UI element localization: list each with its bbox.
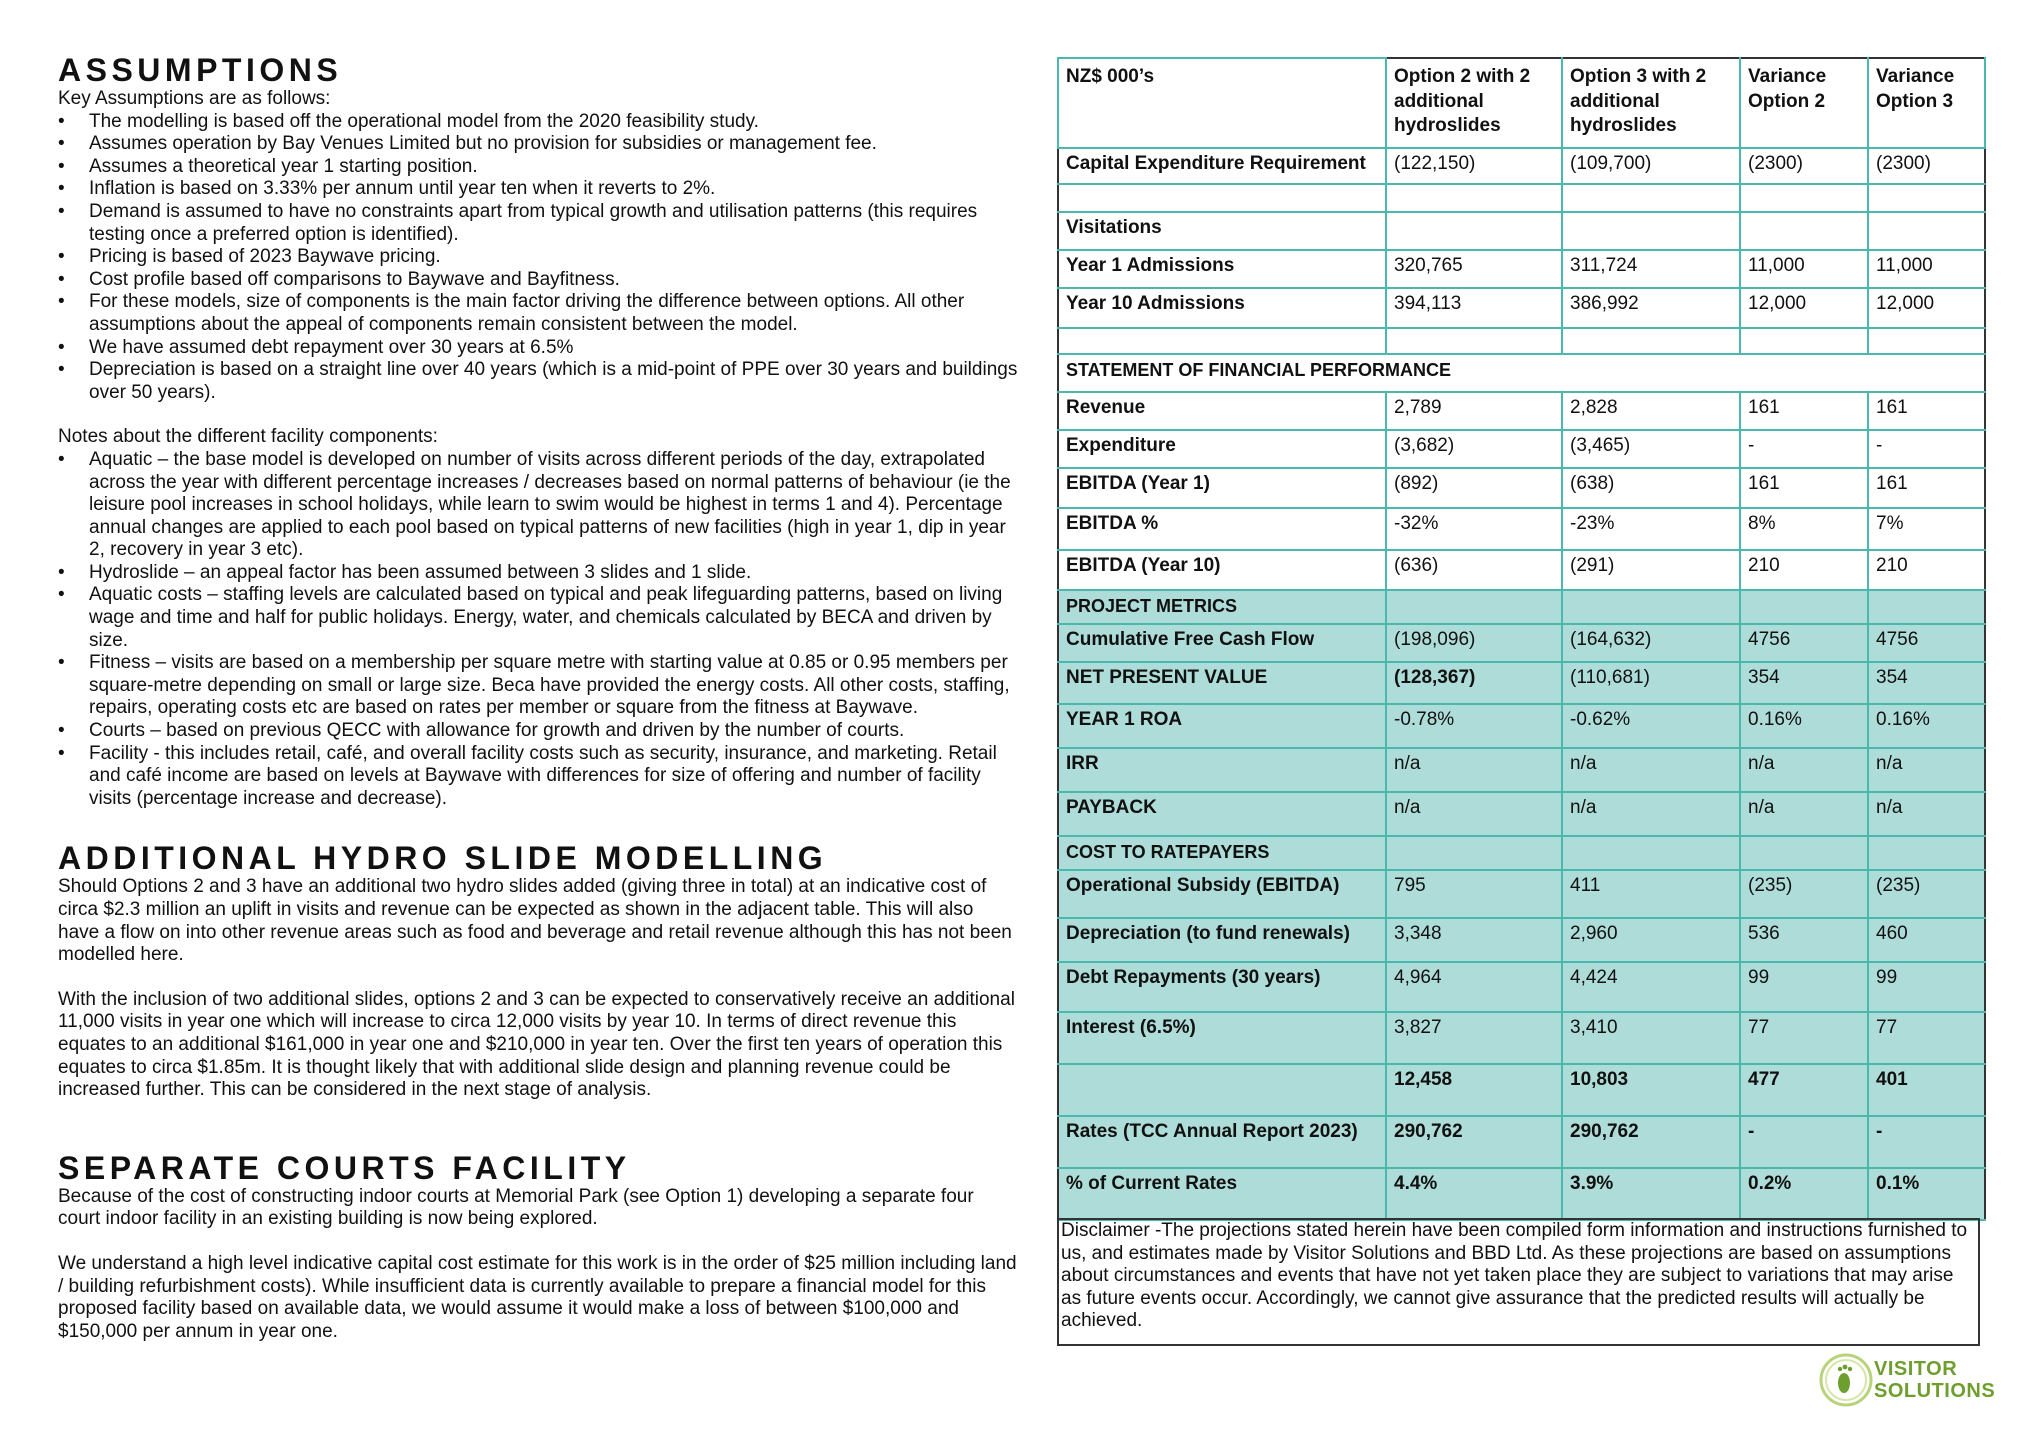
table-cell: n/a <box>1868 792 1985 836</box>
table-row <box>1058 704 1985 748</box>
table-row-empty <box>1058 328 1985 354</box>
table-row <box>1058 148 1985 184</box>
table-cell: 477 <box>1740 1064 1868 1116</box>
table-header-cell: Option 3 with 2 additional hydroslides <box>1562 58 1740 148</box>
table-cell: Year 1 Admissions <box>1058 250 1386 288</box>
table-header-cell: Option 2 with 2 additional hydroslides <box>1386 58 1562 148</box>
list-item: • For these models, size of components is the main factor driving the difference between options. All other assumptions about the appeal of components remain consistent between the model. <box>58 291 1018 336</box>
notes-intro: Notes about the different facility components: <box>58 426 438 448</box>
table-cell <box>1868 590 1985 624</box>
hydro-heading: ADDITIONAL HYDRO SLIDE MODELLING <box>58 840 828 877</box>
table-cell <box>1562 590 1740 624</box>
table-section-row <box>1058 836 1985 870</box>
table-cell: (198,096) <box>1386 624 1562 662</box>
logo-line-2: SOLUTIONS <box>1874 1380 1996 1402</box>
table-cell: 0.16% <box>1740 704 1868 748</box>
assumptions-heading: ASSUMPTIONS <box>58 52 343 88</box>
table-row <box>1058 1012 1985 1064</box>
table-cell: (638) <box>1562 468 1740 508</box>
table-cell: (164,632) <box>1562 624 1740 662</box>
table-cell: 320,765 <box>1386 250 1562 288</box>
table-cell: 3,410 <box>1562 1012 1740 1064</box>
list-item: • Assumes operation by Bay Venues Limited but no provision for subsidies or management fee. <box>58 133 1018 156</box>
table-cell: n/a <box>1562 792 1740 836</box>
table-cell: 4756 <box>1868 624 1985 662</box>
table-section-row <box>1058 590 1985 624</box>
table-header-cell: NZ$ 000’s <box>1058 58 1386 148</box>
table-row <box>1058 918 1985 962</box>
table-cell: Depreciation (to fund renewals) <box>1058 918 1386 962</box>
table-cell: 2,789 <box>1386 392 1562 430</box>
courts-heading: SEPARATE COURTS FACILITY <box>58 1149 631 1186</box>
table-cell <box>1386 212 1562 250</box>
table-row <box>1058 212 1985 250</box>
list-item: • We have assumed debt repayment over 30 years at 6.5% <box>58 337 1018 360</box>
table-cell: 12,000 <box>1868 288 1985 328</box>
table-row <box>1058 1168 1985 1220</box>
table-cell: (128,367) <box>1386 662 1562 704</box>
table-cell: 354 <box>1868 662 1985 704</box>
table-cell: (892) <box>1386 468 1562 508</box>
table-cell <box>1058 328 1386 354</box>
table-row <box>1058 624 1985 662</box>
table-cell: (235) <box>1868 870 1985 918</box>
section-heading: PROJECT METRICS <box>1058 590 1386 624</box>
hydro-paragraph-2: With the inclusion of two additional slides, options 2 and 3 can be expected to conservatively receive an additional 11,000 visits in year one which will increase to circa 12,000 visits by year 10. In terms of direct revenue this equates to an additional $161,000 in year one and $210,000 in year ten. Over the first ten years of operation this equates to circa $1.85m. It is thought likely that with additional slide design and planning revenue could be increased further. This can be considered in the next stage of analysis. <box>58 988 1015 1101</box>
table-cell: 795 <box>1386 870 1562 918</box>
table-cell: - <box>1740 430 1868 468</box>
table-cell: Capital Expenditure Requirement <box>1058 148 1386 184</box>
table-cell: - <box>1868 1116 1985 1168</box>
table-cell: Cumulative Free Cash Flow <box>1058 624 1386 662</box>
table-cell <box>1868 836 1985 870</box>
table-cell <box>1386 184 1562 212</box>
table-cell: n/a <box>1740 792 1868 836</box>
table-cell: 210 <box>1868 550 1985 590</box>
table-header-cell: Variance Option 3 <box>1868 58 1985 148</box>
table-cell: 12,458 <box>1386 1064 1562 1116</box>
table-cell: PAYBACK <box>1058 792 1386 836</box>
table-cell: Visitations <box>1058 212 1386 250</box>
courts-paragraph-2: We understand a high level indicative capital cost estimate for this work is in the order of $25 million including land / building refurbishment costs). While insufficient data is currently available to prepare a financial model for this proposed facility based on available data, we would assume it would make a loss of between $100,000 and $150,000 per annum in year one. <box>58 1252 1017 1342</box>
table-cell: 210 <box>1740 550 1868 590</box>
table-cell: Debt Repayments (30 years) <box>1058 962 1386 1012</box>
table-cell: 460 <box>1868 918 1985 962</box>
table-cell <box>1740 328 1868 354</box>
table-cell: EBITDA (Year 1) <box>1058 468 1386 508</box>
table-cell <box>1562 212 1740 250</box>
table-row-empty <box>1058 184 1985 212</box>
table-cell: 161 <box>1868 392 1985 430</box>
list-item: • Aquatic – the base model is developed on number of visits across different periods of the day, extrapolated across the year with different percentage increases / decreases based on normal patterns of behaviour (ie the leisure pool increases in school holidays, while learn to swim would be highest in terms 1 and 4). Percentage annual changes are applied to each pool based on typical patterns of new facilities (high in year 1, dip in year 2, recovery in year 3 etc). <box>58 449 1018 562</box>
table-cell: -23% <box>1562 508 1740 550</box>
table-header-cell: Variance Option 2 <box>1740 58 1868 148</box>
table-cell <box>1562 836 1740 870</box>
table-cell: 0.1% <box>1868 1168 1985 1220</box>
list-item: • Courts – based on previous QECC with allowance for growth and driven by the number of courts. <box>58 720 1018 743</box>
table-cell: Operational Subsidy (EBITDA) <box>1058 870 1386 918</box>
table-cell: 290,762 <box>1562 1116 1740 1168</box>
table-cell: (291) <box>1562 550 1740 590</box>
table-row <box>1058 1116 1985 1168</box>
table-cell: 290,762 <box>1386 1116 1562 1168</box>
table-section-row <box>1058 354 1985 392</box>
list-item: • Facility - this includes retail, café, and overall facility costs such as security, insurance, and marketing. Retail and café income are based on levels at Baywave with differences for size of offering and number of facility visits (percentage increase and decrease). <box>58 743 1018 811</box>
table-cell: 161 <box>1740 468 1868 508</box>
visitor-solutions-logo <box>1818 1352 1996 1408</box>
table-row <box>1058 550 1985 590</box>
list-item: • Demand is assumed to have no constraints apart from typical growth and utilisation patterns (this requires testing once a preferred option is identified). <box>58 201 1018 246</box>
table-cell: Rates (TCC Annual Report 2023) <box>1058 1116 1386 1168</box>
table-cell: (3,465) <box>1562 430 1740 468</box>
table-cell: 401 <box>1868 1064 1985 1116</box>
table-cell <box>1740 836 1868 870</box>
table-row <box>1058 962 1985 1012</box>
table-row <box>1058 662 1985 704</box>
list-item: • Depreciation is based on a straight line over 40 years (which is a mid-point of PPE over 30 years and buildings over 50 years). <box>58 359 1018 404</box>
table-cell: 77 <box>1868 1012 1985 1064</box>
table-cell: 4,964 <box>1386 962 1562 1012</box>
table-cell: 12,000 <box>1740 288 1868 328</box>
table-cell: n/a <box>1562 748 1740 792</box>
table-cell <box>1562 184 1740 212</box>
table-cell: 4,424 <box>1562 962 1740 1012</box>
table-cell: -0.62% <box>1562 704 1740 748</box>
table-cell: IRR <box>1058 748 1386 792</box>
table-cell: 354 <box>1740 662 1868 704</box>
table-cell <box>1058 1064 1386 1116</box>
table-cell: Expenditure <box>1058 430 1386 468</box>
table-row <box>1058 748 1985 792</box>
table-cell: - <box>1740 1116 1868 1168</box>
table-cell <box>1740 212 1868 250</box>
logo-wordmark <box>1874 1358 1995 1402</box>
section-heading: COST TO RATEPAYERS <box>1058 836 1386 870</box>
list-item: • Hydroslide – an appeal factor has been assumed between 3 slides and 1 slide. <box>58 562 1018 585</box>
table-cell: n/a <box>1386 748 1562 792</box>
assumptions-intro: Key Assumptions are as follows: <box>58 88 331 109</box>
courts-paragraph-1: Because of the cost of constructing indoor courts at Memorial Park (see Option 1) developing a separate four court indoor facility in an existing building is now being explored. <box>58 1185 974 1230</box>
table-cell: Revenue <box>1058 392 1386 430</box>
table-cell: 10,803 <box>1562 1064 1740 1116</box>
table-cell: (3,682) <box>1386 430 1562 468</box>
table-cell: n/a <box>1386 792 1562 836</box>
disclaimer-box <box>1057 1218 1980 1346</box>
table-cell: (2300) <box>1868 148 1985 184</box>
table-cell: - <box>1868 430 1985 468</box>
list-item: • The modelling is based off the operational model from the 2020 feasibility study. <box>58 111 1018 134</box>
table-cell: 4.4% <box>1386 1168 1562 1220</box>
table-header-row <box>1058 58 1985 148</box>
table-cell: 99 <box>1740 962 1868 1012</box>
table-cell <box>1386 836 1562 870</box>
table-cell <box>1562 328 1740 354</box>
table-cell: 0.16% <box>1868 704 1985 748</box>
table-cell: 8% <box>1740 508 1868 550</box>
table-row <box>1058 288 1985 328</box>
list-item: • Fitness – visits are based on a membership per square metre with starting value at 0.85 or 0.95 members per square-metre depending on small or large size. Beca have provided the energy costs. All other costs, staffing, repairs, operating costs etc are based on rates per member or square from the fitness at Baywave. <box>58 652 1018 720</box>
table-cell: 311,724 <box>1562 250 1740 288</box>
table-cell: NET PRESENT VALUE <box>1058 662 1386 704</box>
table-cell: 411 <box>1562 870 1740 918</box>
table-cell: 161 <box>1868 468 1985 508</box>
table-row <box>1058 792 1985 836</box>
table-cell: 0.2% <box>1740 1168 1868 1220</box>
table-cell: 161 <box>1740 392 1868 430</box>
table-cell <box>1740 590 1868 624</box>
table-cell: (636) <box>1386 550 1562 590</box>
table-row <box>1058 392 1985 430</box>
table-cell: 3,827 <box>1386 1012 1562 1064</box>
table-cell: 11,000 <box>1740 250 1868 288</box>
table-row <box>1058 430 1985 468</box>
table-cell: 4756 <box>1740 624 1868 662</box>
table-cell: (122,150) <box>1386 148 1562 184</box>
table-cell <box>1386 328 1562 354</box>
list-item: • Cost profile based off comparisons to Baywave and Bayfitness. <box>58 269 1018 292</box>
table-cell: n/a <box>1868 748 1985 792</box>
table-cell <box>1868 328 1985 354</box>
table-row <box>1058 870 1985 918</box>
table-cell: 11,000 <box>1868 250 1985 288</box>
table-cell: 536 <box>1740 918 1868 962</box>
table-cell: 7% <box>1868 508 1985 550</box>
table-cell: 3,348 <box>1386 918 1562 962</box>
list-item: • Pricing is based of 2023 Baywave pricing. <box>58 246 1018 269</box>
section-heading: STATEMENT OF FINANCIAL PERFORMANCE <box>1058 354 1985 392</box>
table-cell: 2,960 <box>1562 918 1740 962</box>
table-cell: (109,700) <box>1562 148 1740 184</box>
table-row <box>1058 468 1985 508</box>
table-row <box>1058 508 1985 550</box>
table-cell: Year 10 Admissions <box>1058 288 1386 328</box>
table-cell <box>1386 590 1562 624</box>
table-cell: EBITDA (Year 10) <box>1058 550 1386 590</box>
list-item: • Assumes a theoretical year 1 starting position. <box>58 156 1018 179</box>
table-cell: YEAR 1 ROA <box>1058 704 1386 748</box>
table-cell: -0.78% <box>1386 704 1562 748</box>
table-cell: 394,113 <box>1386 288 1562 328</box>
table-cell: (235) <box>1740 870 1868 918</box>
assumptions-list <box>58 111 1018 405</box>
table-cell: 77 <box>1740 1012 1868 1064</box>
table-cell <box>1740 184 1868 212</box>
table-cell <box>1868 184 1985 212</box>
notes-list <box>58 449 1018 811</box>
table-cell: % of Current Rates <box>1058 1168 1386 1220</box>
table-total-row <box>1058 1064 1985 1116</box>
table-cell: 3.9% <box>1562 1168 1740 1220</box>
left-column <box>58 52 1018 1343</box>
table-cell: -32% <box>1386 508 1562 550</box>
table-cell: n/a <box>1740 748 1868 792</box>
list-item: • Aquatic costs – staffing levels are calculated based on typical and peak lifeguarding patterns, based on living wage and time and half for public holidays. Energy, water, and chemicals calculated by BECA and driven by size. <box>58 584 1018 652</box>
logo-line-1: VISITOR <box>1874 1358 1958 1380</box>
table-cell: (2300) <box>1740 148 1868 184</box>
list-item: • Inflation is based on 3.33% per annum until year ten when it reverts to 2%. <box>58 178 1018 201</box>
table-cell: Interest (6.5%) <box>1058 1012 1386 1064</box>
financial-table <box>1057 57 1986 1221</box>
table-cell <box>1868 212 1985 250</box>
table-cell: 99 <box>1868 962 1985 1012</box>
footprint-logo-icon <box>1818 1352 1874 1408</box>
table-cell: 2,828 <box>1562 392 1740 430</box>
disclaimer-text: Disclaimer -The projections stated herein have been compiled form information and instructions furnished to us, and estimates made by Visitor Solutions and BBD Ltd. As these projections are based on assumptions about circumstances and events that have not yet taken place they are subject to variations that may arise as future events occur. Accordingly, we cannot give assurance that the predicted results will actually be achieved. <box>1061 1220 1968 1332</box>
table-cell: EBITDA % <box>1058 508 1386 550</box>
table-cell: (110,681) <box>1562 662 1740 704</box>
table-row <box>1058 250 1985 288</box>
table-cell: 386,992 <box>1562 288 1740 328</box>
hydro-paragraph-1: Should Options 2 and 3 have an additional two hydro slides added (giving three in total) at an indicative cost of circa $2.3 million an uplift in visits and revenue can be expected as shown in the adjacent table. This will also have a flow on into other revenue areas such as food and beverage and retail revenue although this has not been modelled here. <box>58 876 1012 966</box>
table-cell <box>1058 184 1386 212</box>
